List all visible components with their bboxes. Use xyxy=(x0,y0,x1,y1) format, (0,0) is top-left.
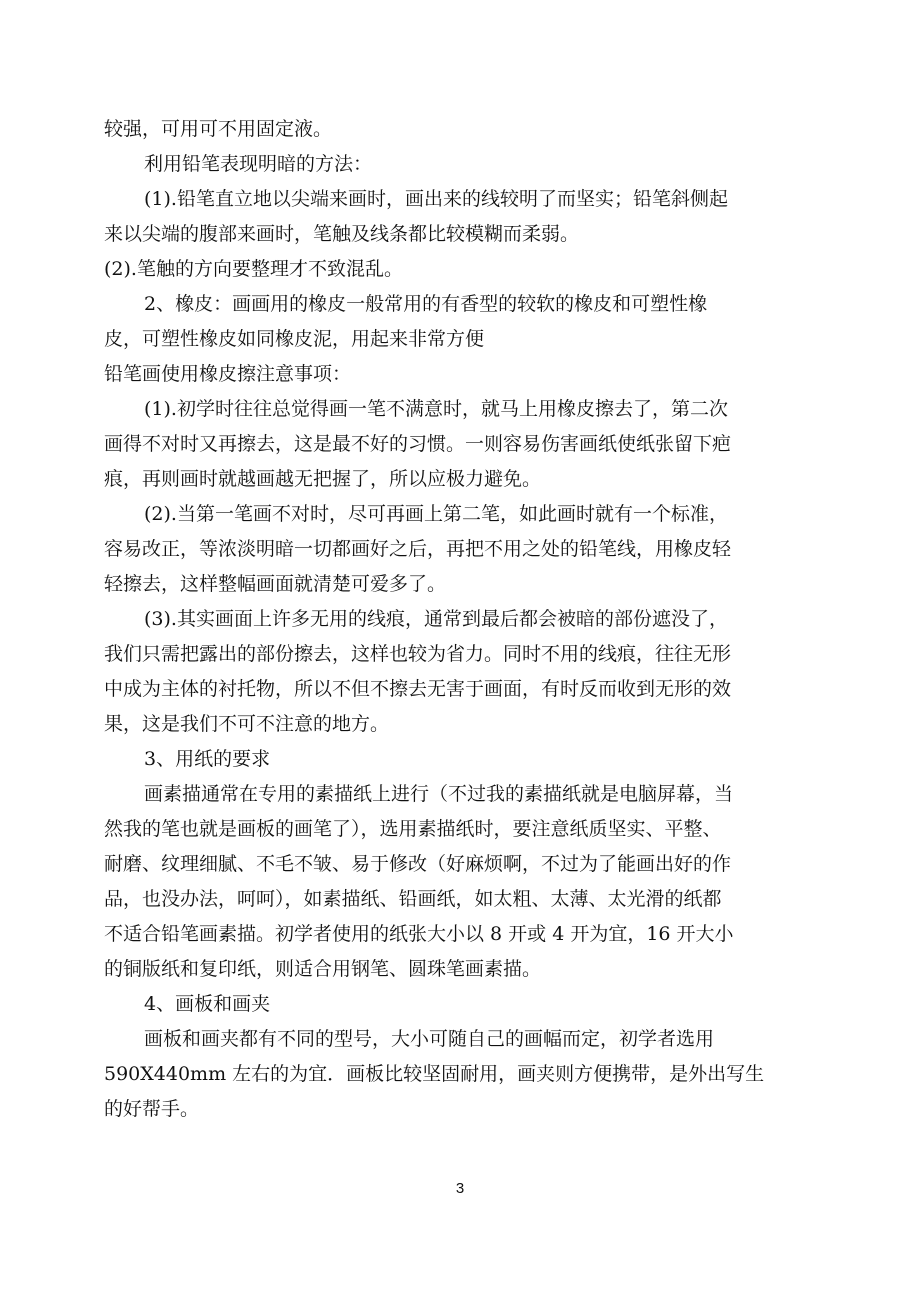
text-line: 果，这是我们不可不注意的地方。 xyxy=(104,713,390,735)
text-line: 品，也没办法，呵呵），如素描纸、铅画纸，如太粗、太薄、太光滑的纸都 xyxy=(104,888,722,910)
text-line: (3).其实画面上许多无用的线痕，通常到最后都会被暗的部份遮没了， xyxy=(144,608,728,630)
text-line: (1).初学时往往总觉得画一笔不满意时，就马上用橡皮擦去了，第二次 xyxy=(144,398,728,420)
text-line: 4、画板和画夹 xyxy=(144,993,271,1015)
text-line: 来以尖端的腹部来画时，笔触及线条都比较模糊而柔弱。 xyxy=(104,223,580,245)
text-line: (2).当第一笔画不对时，尽可再画上第二笔，如此画时就有一个标准， xyxy=(144,503,728,525)
text-line: (1).铅笔直立地以尖端来画时，画出来的线较明了而坚实；铅笔斜侧起 xyxy=(144,188,728,210)
text-line: 的铜版纸和复印纸，则适合用钢笔、圆珠笔画素描。 xyxy=(104,958,542,980)
text-line: 画板和画夹都有不同的型号，大小可随自己的画幅而定，初学者选用 xyxy=(144,1028,715,1050)
text-line: 我们只需把露出的部份擦去，这样也较为省力。同时不用的线痕，往往无形 xyxy=(104,643,732,665)
text-line: 利用铅笔表现明暗的方法： xyxy=(144,153,373,175)
text-line: 容易改正，等浓淡明暗一切都画好之后，再把不用之处的铅笔线，用橡皮轻 xyxy=(104,538,732,560)
text-line: 然我的笔也就是画板的画笔了），选用素描纸时，要注意纸质坚实、平整、 xyxy=(104,818,722,840)
text-line: 皮，可塑性橡皮如同橡皮泥，用起来非常方便 xyxy=(104,328,485,350)
text-line: 590X440mm 左右的为宜．画板比较坚固耐用，画夹则方便携带，是外出写生 xyxy=(104,1063,765,1085)
text-line: 中成为主体的衬托物，所以不但不擦去无害于画面，有时反而收到无形的效 xyxy=(104,678,732,700)
text-line: 轻擦去，这样整幅画面就清楚可爱多了。 xyxy=(104,573,447,595)
text-line: 较强，可用可不用固定液。 xyxy=(104,118,333,140)
body-text xyxy=(104,112,816,1127)
text-line: 痕，再则画时就越画越无把握了，所以应极力避免。 xyxy=(104,468,542,490)
text-line: 耐磨、纹理细腻、不毛不皱、易于修改（好麻烦啊，不过为了能画出好的作 xyxy=(104,853,732,875)
text-line: 3、用纸的要求 xyxy=(144,748,271,770)
text-line: 画得不对时又再擦去，这是最不好的习惯。一则容易伤害画纸使纸张留下疤 xyxy=(104,433,732,455)
text-line: 的好帮手。 xyxy=(104,1098,200,1120)
text-line: 2、橡皮：画画用的橡皮一般常用的有香型的较软的橡皮和可塑性橡 xyxy=(144,293,708,315)
text-line: 铅笔画使用橡皮擦注意事项： xyxy=(104,363,352,385)
text-line: 不适合铅笔画素描。初学者使用的纸张大小以 8 开或 4 开为宜，16 开大小 xyxy=(104,923,734,945)
page-number: 3 xyxy=(455,1180,465,1197)
text-line: 画素描通常在专用的素描纸上进行（不过我的素描纸就是电脑屏幕，当 xyxy=(144,783,734,805)
text-line: (2).笔触的方向要整理才不致混乱。 xyxy=(104,258,403,280)
